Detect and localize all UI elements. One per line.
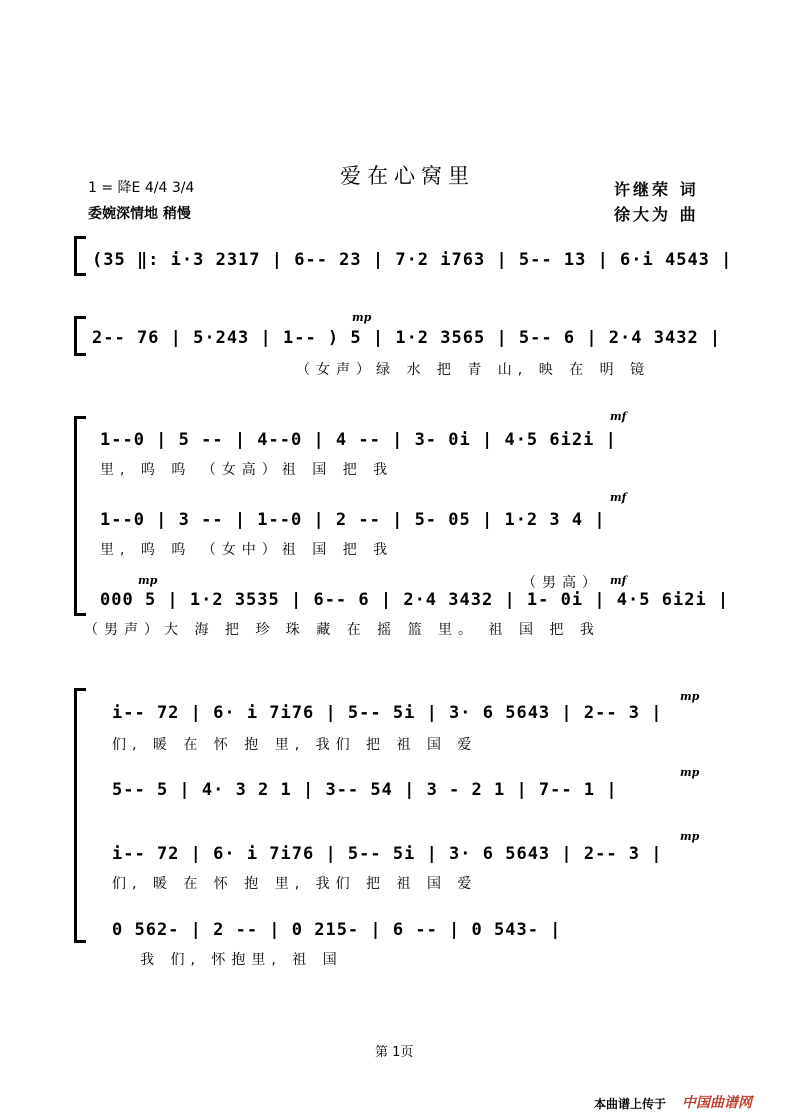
system-7-notes: 5-- 5 | 4· 3 2 1 | 3-- 54 | 3 - 2 1 | 7-- 1 | xyxy=(112,780,618,800)
system-2-lyrics: （女声）绿 水 把 青 山, 映 在 明 镜 xyxy=(296,362,651,378)
system-bracket xyxy=(74,688,77,943)
male-high-label: （男高） xyxy=(522,575,602,591)
lyricist-credit: 许继荣 词 xyxy=(614,180,699,199)
system-bracket xyxy=(74,316,77,356)
system-3-notes: 1--0 | 5 -- | 4--0 | 4 -- | 3- 0i | 4·5 6i2i | xyxy=(100,430,617,450)
song-title: 爱在心窝里 xyxy=(340,164,475,188)
expression-marking: 委婉深情地 稍慢 xyxy=(88,206,191,222)
system-9-notes: 0 562- | 2 -- | 0 215- | 6 -- | 0 543- | xyxy=(112,920,562,940)
dynamic-mark: mp xyxy=(680,690,700,703)
system-5-notes: 000 5 | 1·2 3535 | 6-- 6 | 2·4 3432 | 1- 0i | 4·5 6i2i | xyxy=(100,590,730,610)
system-bracket xyxy=(74,236,77,276)
system-bracket xyxy=(74,416,77,616)
dynamic-mark: mf xyxy=(610,491,627,504)
system-5-lyrics: （男声）大 海 把 珍 珠 藏 在 摇 篮 里。 祖 国 把 我 xyxy=(84,622,600,638)
dynamic-mark: mp xyxy=(138,574,158,587)
system-8-notes: i-- 72 | 6· i 7i76 | 5-- 5i | 3· 6 5643 | 2-- 3 | xyxy=(112,844,663,864)
system-3-lyrics: 里, 呜 呜 （女高）祖 国 把 我 xyxy=(100,462,394,478)
system-8-lyrics: 们, 暖 在 怀 抱 里, 我们 把 祖 国 爱 xyxy=(112,876,478,892)
dynamic-mark: mp xyxy=(352,311,372,324)
system-6-notes: i-- 72 | 6· i 7i76 | 5-- 5i | 3· 6 5643 | 2-- 3 | xyxy=(112,703,663,723)
dynamic-mark: mf xyxy=(610,410,627,423)
system-2-notes: 2-- 76 | 5·243 | 1-- ) 5 | 1·2 3565 | 5-- 6 | 2·4 3432 | xyxy=(92,328,722,348)
system-4-notes: 1--0 | 3 -- | 1--0 | 2 -- | 5- 05 | 1·2 3 4 | xyxy=(100,510,606,530)
dynamic-mark: mp xyxy=(680,830,700,843)
key-meter: 1 = 降E 4/4 3/4 xyxy=(88,180,195,196)
system-6-lyrics: 们, 暖 在 怀 抱 里, 我们 把 祖 国 爱 xyxy=(112,737,478,753)
page-number: 第 1页 xyxy=(375,1045,414,1060)
system-1-notes: (35 ‖: i·3 2317 | 6-- 23 | 7·2 i763 | 5-- 13 | 6·i 4543 | xyxy=(92,250,733,270)
site-logo: 中国曲谱网 xyxy=(682,1095,752,1111)
upload-note: 本曲谱上传于 xyxy=(594,1097,667,1111)
system-4-lyrics: 里, 呜 呜 （女中）祖 国 把 我 xyxy=(100,542,394,558)
dynamic-mark: mf xyxy=(610,574,627,587)
dynamic-mark: mp xyxy=(680,766,700,779)
system-9-lyrics: 我 们, 怀抱里, 祖 国 xyxy=(140,952,343,968)
composer-credit: 徐大为 曲 xyxy=(614,205,699,224)
